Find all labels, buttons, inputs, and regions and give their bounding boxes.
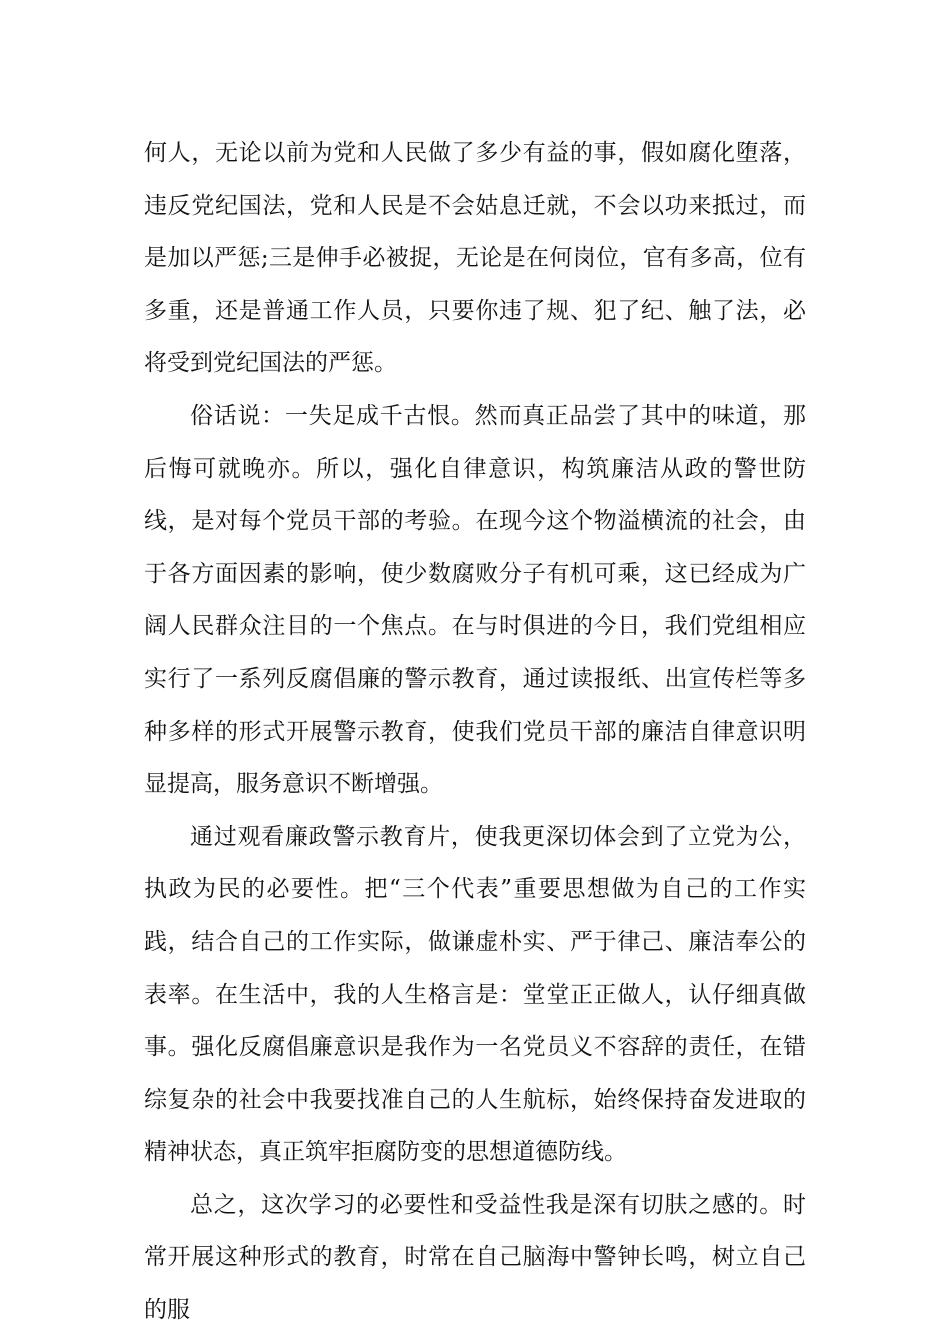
document-body [144, 127, 806, 1337]
paragraph-self-discipline: 俗话说：一失足成千古恨。然而真正品尝了其中的味道，那后悔可就晚亦。所以，强化自律意识，构筑廉洁从政的警世防线，是对每个党员干部的考验。在现今这个物溢横流的社会，由于各方面因素的影响，使少数腐败分子有机可乘，这已经成为广阔人民群众注目的一个焦点。在与时俱进的今日，我们党组相应实行了一系列反腐倡廉的警示教育，通过读报纸、出宣传栏等多种多样的形式开展警示教育，使我们党员干部的廉洁自律意识明显提高，服务意识不断增强。 [144, 402, 806, 798]
paragraph-continuation: 何人，无论以前为党和人民做了多少有益的事，假如腐化堕落，违反党纪国法，党和人民是不会姑息迁就，不会以功来抵过，而是加以严惩;三是伸手必被捉，无论是在何岗位，官有多高，位有多重，还是普通工作人员，只要你违了规、犯了纪、触了法，必将受到党纪国法的严惩。 [144, 140, 806, 377]
paragraph-conclusion: 总之，这次学习的必要性和受益性我是深有切肤之感的。时常开展这种形式的教育，时常在自己脑海中警钟长鸣，树立自己的服 [144, 1191, 806, 1324]
paragraph-education-film: 通过观看廉政警示教育片，使我更深切体会到了立党为公，执政为民的必要性。把“三个代表”重要思想做为自己的工作实践，结合自己的工作实际，做谦虚朴实、严于律己、廉洁奉公的表率。在生活中，我的人生格言是：堂堂正正做人，认仔细真做事。强化反腐倡廉意识是我作为一名党员义不容辞的责任，在错综复杂的社会中我要找准自己的人生航标，始终保持奋发进取的精神状态，真正筑牢拒腐防变的思想道德防线。 [144, 823, 806, 1166]
